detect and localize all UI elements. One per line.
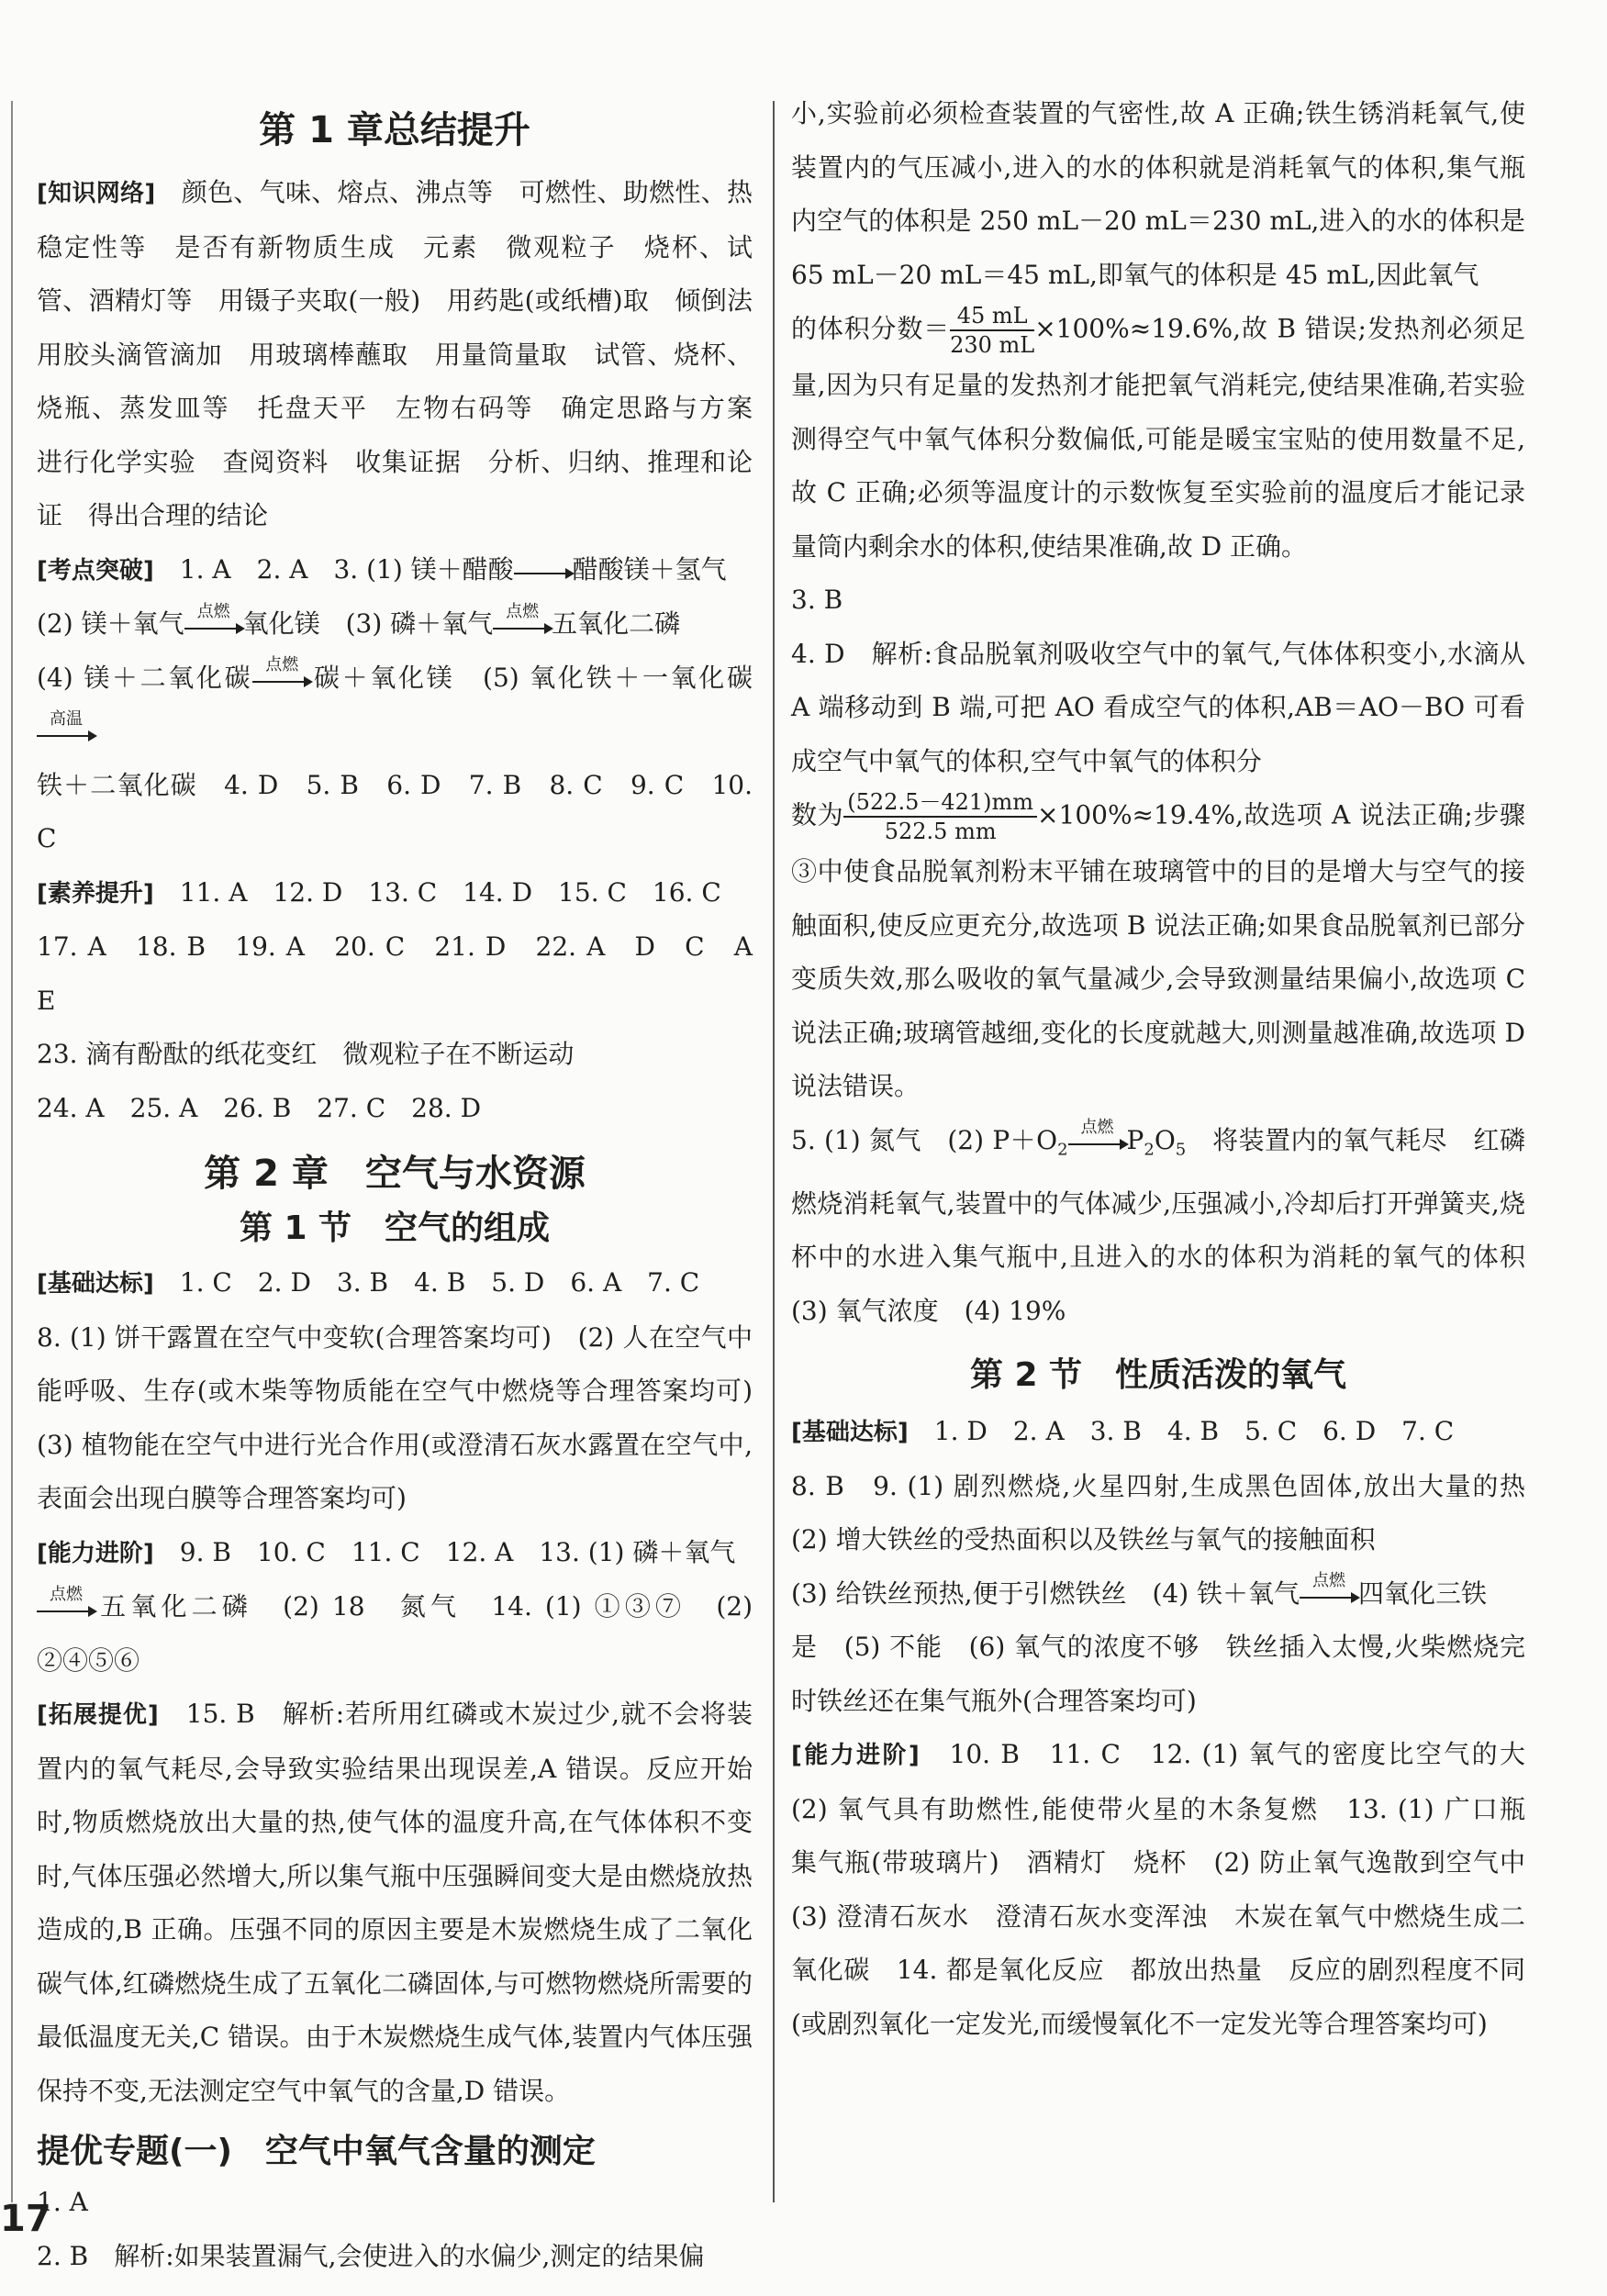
reaction-arrow-high-temp: 高温 — [37, 720, 95, 746]
section2-title: 第 2 节 性质活泼的氧气 — [969, 1356, 1347, 1395]
reaction-arrow-ignite: 点燃 — [1300, 1582, 1358, 1608]
reaction-arrow-ignite: 点燃 — [184, 613, 243, 639]
basic-standard: [基础达标] 1. C 2. D 3. B 4. B 5. D 6. A 7. C — [37, 1267, 700, 1298]
right-column: 小,实验前必须检查装置的气密性,故 A 正确;铁生锈消耗氧气,使装置内的气压减小,进入的水的体积就是消耗氧气的体积,集气瓶内空气的体积是 250 mL－20 mL＝230 mL,进入的水的体积是 65 mL－20 mL＝45 mL,即氧气的体积是 45 mL,因此氧气 的体积分数＝ $\frac{45 mL}{230 mL}$ ×100%≈19.6%,故 B 错误;发热剂必须足量,因为只有足量的发热剂才能把氧气消耗完,使结果准确,若实验测得空气中氧气体积分数偏低,可能是暖宝宝贴的使用数量不足,故 C 正确;必须等温度计的示数恢复至实验前的温度后才能记录量筒内剩余水的体积,使结果准确,故 D 正确。 3. B 4. D 解析:食品脱氧剂吸收空气中的氧气,气体体积变小,水滴从 A 端移动到 B 端,可把 AO 看成空气的体积,AB＝AO－BO 可看成空气中氧气的体积,空气中氧气的体积分 数为 $\frac{(522.5-421)mm}{522.5 mm}$ ×100%≈19.4%,故选项 A 说法正确;步骤③中使食品脱氧剂粉末平铺在玻璃管中的目的是增大与空气的接触面积,使反应更充分,故选项 B 说法正确;如果食品脱氧剂已部分变质失效,那么吸收的氧气量减少,会导致测量结果偏小,故选项 C 说法正确;玻璃管越细,变化的长度就越大,则测量越准确,故选项 D 说法错误。 5. (1) 氮气 (2) $P+O_2$ 点燃 $P_2O_5$ 将装置内的氧气耗尽 红磷燃烧消耗氧气,装置中的气体减少,压强减小,冷却后打开弹簧夹,烧杯中的水进入集气瓶中,且进入的水的体积为消耗的氧气的体积 (3) 氧气浓度 (4) 19% 第 2 节 性质活泼的氧气 [基础达标] 1. D 2. A 3. B 4. B 5. C 6. D 7. C 8. B 9. (1) 剧烈燃烧,火星四射,生成黑色固体,放出大量的热 (2) 增大铁丝的受热面积以及铁丝与氧气的接触面积 (3) 给铁丝预热,便于引燃铁丝 (4) 铁＋氧气 点燃 四氧化三铁 是 (5) 不能 (6) 氧气的浓度不够 铁丝插入太慢,火柴燃烧完时铁丝还在集气瓶外(合理答案均可) [能力进阶] 10. B 11. C 12. (1) 氧气的密度比空气的大 (2) 氧气具有助燃性,能使带火星的木条复燃 13. (1) 广口瓶 集气瓶(带玻璃片) 酒精灯 烧杯 (2) 防止氧气逸散到空气中 (3) 澄清石灰水 澄清石灰水变浑浊 木炭在氧气中燃烧生成二氧化碳 14. 都是氧化反应 都放出热量 反应的剧烈程度不同(或剧烈氧化一定发光,而缓慢氧化不一定发光等合理答案均可) — [791, 87, 1525, 2051]
fraction-oxygen-ratio: $\frac{(522.5-421)mm}{522.5 mm}$ — [843, 788, 1037, 845]
reaction-arrow-ignite: 点燃 — [493, 613, 552, 639]
reaction-arrow — [514, 558, 573, 584]
page-edge — [11, 101, 13, 2202]
fraction-oxygen-volume: $\frac{45 mL}{230 mL}$ — [950, 303, 1035, 358]
key-points: [考点突破] 1. A 2. A 3. (1) 镁＋醋酸 醋酸镁＋氢气 — [37, 553, 727, 585]
special-topic-title: 提优专题(一) 空气中氧气含量的测定 — [37, 2133, 596, 2170]
basic-standard-2: [基础达标] 1. D 2. A 3. B 4. B 5. C 6. D 7. C — [791, 1416, 1455, 1447]
reaction-arrow-ignite: 点燃 — [252, 666, 311, 692]
literacy-boost: [素养提升] 11. A 12. D 13. C 14. D 15. C 16. C — [37, 876, 721, 908]
ability-advance: [能力进阶] 9. B 10. C 11. C 12. A 13. (1) 磷＋氧气 — [37, 1536, 736, 1567]
chapter2-title: 第 2 章 空气与水资源 — [204, 1153, 586, 1195]
tag-knowledge-network: [知识网络] — [37, 180, 156, 207]
extension: [拓展提优] 15. B 解析:若所用红磷或木炭过少,就不会将装置内的氧气耗尽,会导致实验结果出现误差,A 错误。反应开始时,物质燃烧放出大量的热,使气体的温度升高,在气体体积不变时,气体压强必然增大,所以集气瓶中压强瞬间变大是由燃烧放热造成的,B 正确。压强不同的原因主要是木炭燃烧生成了二氧化碳气体,红磷燃烧生成了五氧化二磷固体,与可燃物燃烧所需要的最低温度无关,C 错误。由于木炭燃烧生成气体,装置内气体压强保持不变,无法测定空气中氧气的含量,D 错误。 — [37, 1699, 753, 2106]
ability-advance-2: [能力进阶] 10. B 11. C 12. (1) 氧气的密度比空气的大 (2) 氧气具有助燃性,能使带火星的木条复燃 13. (1) 广口瓶 集气瓶(带玻璃片) 酒精灯 烧杯 (2) 防止氧气逸散到空气中 (3) 澄清石灰水 澄清石灰水变浑浊 木炭在氧气中燃烧生成二氧化碳 14. 都是氧化反应 都放出热量 反应的剧烈程度不同(或剧烈氧化一定发光,而缓慢氧化不一定发光等合理答案均可) — [791, 1739, 1552, 2039]
reaction-arrow-ignite: 点燃 — [37, 1596, 95, 1622]
page-number: 17 — [0, 2198, 51, 2240]
reaction-arrow-ignite: 点燃 — [1068, 1129, 1127, 1154]
chapter1-summary-title: 第 1 章总结提升 — [259, 109, 530, 151]
knowledge-network: [知识网络] 颜色、气味、熔点、沸点等 可燃性、助燃性、热稳定性等 是否有新物质生成 元素 微观粒子 烧杯、试管、酒精灯等 用镊子夹取(一般) 用药匙(或纸槽)取 倾倒法 用胶头滴管滴加 用玻璃棒蘸取 用量筒量取 试管、烧杯、烧瓶、蒸发皿等 托盘天平 左物右码等 确定思路与方案 进行化学实验 查阅资料 收集证据 分析、归纳、推理和论证 得出合理的结论 — [37, 177, 779, 530]
section1-title: 第 1 节 空气的组成 — [239, 1209, 551, 1247]
left-column: 第 1 章总结提升 [知识网络] 颜色、气味、熔点、沸点等 可燃性、助燃性、热稳定性等 是否有新物质生成 元素 微观粒子 烧杯、试管、酒精灯等 用镊子夹取(一般) 用药匙(或纸槽)取 倾倒法 用胶头滴管滴加 用玻璃棒蘸取 用量筒量取 试管、烧杯、烧瓶、蒸发皿等 托盘天平 左物右码等 确定思路与方案 进行化学实验 查阅资料 收集证据 分析、归纳、推理和论证 得出合理的结论 [考点突破] 1. A 2. A 3. (1) 镁＋醋酸 醋酸镁＋氢气 (2) 镁＋氧气 点燃 氧化镁 (3) 磷＋氧气 点燃 五氧化二磷 (4) 镁＋二氧化碳 点燃 碳＋氧化镁 (5) 氧化铁＋一氧化碳 高温 铁＋二氧化碳 4. D 5. B 6. D 7. B 8. C 9. C 10. C [素养提升] 11. A 12. D 13. C 14. D 15. C 16. C 17. A 18. B 19. A 20. C 21. D 22. A D C A E 23. 滴有酚酞的纸花变红 微观粒子在不断运动 24. A 25. A 26. B 27. C 28. D 第 2 章 空气与水资源 第 1 节 空气的组成 [基础达标] 1. C 2. D 3. B 4. B 5. D 6. A 7. C 8. (1) 饼干露置在空气中变软(合理答案均可) (2) 人在空气中能呼吸、生存(或木柴等物质能在空气中燃烧等合理答案均可) (3) 植物能在空气中进行光合作用(或澄清石灰水露置在空气中,表面会出现白膜等合理答案均可) [能力进阶] 9. B 10. C 11. C 12. A 13. (1) 磷＋氧气 点燃 五氧化二磷 (2) 18 氮气 14. (1) ①③⑦ (2) ②④⑤⑥ [拓展提优] 15. B 解析:若所用红磷或木炭过少,就不会将装置内的氧气耗尽,会导致实验结果出现误差,A 错误。反应开始时,物质燃烧放出大量的热,使气体的温度升高,在气体体积不变时,气体压强必然增大,所以集气瓶中压强瞬间变大是由燃烧放热造成的,B 正确。压强不同的原因主要是木炭燃烧生成了二氧化碳气体,红磷燃烧生成了五氧化二磷固体,与可燃物燃烧所需要的最低温度无关,C 错误。由于木炭燃烧生成气体,装置内气体压强保持不变,无法测定空气中氧气的含量,D 错误。 提优专题(一) 空气中氧气含量的测定 1. A 2. B 解析:如果装置漏气,会使进入的水偏少,测定的结果偏 — [37, 92, 753, 2283]
